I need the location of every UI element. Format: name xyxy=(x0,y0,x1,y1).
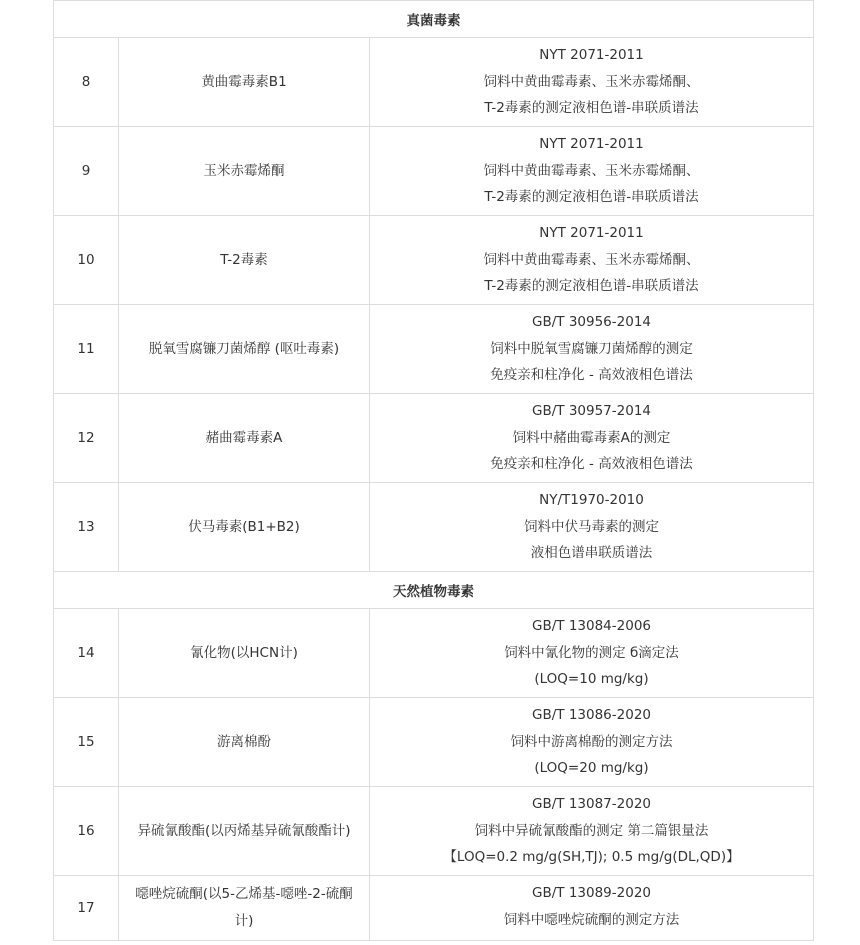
table-row xyxy=(54,127,814,216)
toxin-name: 赭曲霉毒素A xyxy=(119,394,370,483)
standard-title: 饲料中黄曲霉毒素、玉米赤霉烯酮、 xyxy=(483,73,700,90)
test-standard xyxy=(370,305,814,394)
standard-method: 免疫亲和柱净化 - 高效液相色谱法 xyxy=(490,456,693,473)
section-header-mycotoxins xyxy=(54,1,814,38)
standard-method: 免疫亲和柱净化 - 高效液相色谱法 xyxy=(490,367,693,384)
standard-code: GB/T 30957-2014 xyxy=(532,403,651,420)
standard-code: GB/T 13086-2020 xyxy=(532,707,651,724)
toxin-name: 氰化物(以HCN计) xyxy=(119,609,370,698)
test-standard xyxy=(370,698,814,787)
section-title: 天然植物毒素 xyxy=(54,572,814,609)
row-number: 9 xyxy=(54,127,119,216)
standard-title: 饲料中脱氧雪腐镰刀菌烯醇的测定 xyxy=(490,340,693,357)
row-number: 12 xyxy=(54,394,119,483)
row-number: 17 xyxy=(54,876,119,941)
standard-loq: (LOQ=20 mg/kg) xyxy=(534,760,649,777)
row-number: 14 xyxy=(54,609,119,698)
standard-code: GB/T 13087-2020 xyxy=(532,796,651,813)
toxin-name: 黄曲霉毒素B1 xyxy=(119,38,370,127)
test-standard xyxy=(370,876,814,941)
standard-title: 饲料中伏马毒素的测定 xyxy=(524,518,659,535)
test-standard xyxy=(370,127,814,216)
standard-code: GB/T 13084-2006 xyxy=(532,618,651,635)
standard-title: 饲料中黄曲霉毒素、玉米赤霉烯酮、 xyxy=(483,162,700,179)
toxin-name: 伏马毒素(B1+B2) xyxy=(119,483,370,572)
standard-code: NY/T1970-2010 xyxy=(539,492,644,509)
standard-code: NYT 2071-2011 xyxy=(539,225,644,242)
section-title: 真菌毒素 xyxy=(54,1,814,38)
table-row xyxy=(54,876,814,941)
standard-title: 饲料中异硫氰酸酯的测定 第二篇银量法 xyxy=(474,822,709,839)
table-row xyxy=(54,787,814,876)
standard-title: 饲料中黄曲霉毒素、玉米赤霉烯酮、 xyxy=(483,251,700,268)
test-standard xyxy=(370,787,814,876)
standard-title: 饲料中游离棉酚的测定方法 xyxy=(510,733,673,750)
test-standard xyxy=(370,483,814,572)
table-row xyxy=(54,305,814,394)
row-number: 11 xyxy=(54,305,119,394)
standard-code: GB/T 30956-2014 xyxy=(532,314,651,331)
toxin-standards-table xyxy=(53,0,814,941)
row-number: 10 xyxy=(54,216,119,305)
toxin-name: 脱氧雪腐镰刀菌烯醇 (呕吐毒素) xyxy=(119,305,370,394)
row-number: 13 xyxy=(54,483,119,572)
test-standard xyxy=(370,216,814,305)
row-number: 8 xyxy=(54,38,119,127)
table-row xyxy=(54,38,814,127)
toxin-name: 异硫氰酸酯(以丙烯基异硫氰酸酯计) xyxy=(119,787,370,876)
table-row xyxy=(54,216,814,305)
table-row xyxy=(54,609,814,698)
standard-code: GB/T 13089-2020 xyxy=(532,885,651,901)
table-row xyxy=(54,394,814,483)
test-standard xyxy=(370,609,814,698)
standard-title: 饲料中氰化物的测定 б滴定法 xyxy=(504,644,679,661)
standard-title: 饲料中噁唑烷硫酮的测定方法 xyxy=(503,911,680,928)
table-row xyxy=(54,698,814,787)
standard-method: T-2毒素的测定液相色谱-串联质谱法 xyxy=(484,278,699,295)
test-standard xyxy=(370,394,814,483)
standard-loq: (LOQ=10 mg/kg) xyxy=(534,671,649,688)
test-standard xyxy=(370,38,814,127)
standard-title: 饲料中赭曲霉毒素A的测定 xyxy=(512,429,671,446)
toxin-name: T-2毒素 xyxy=(119,216,370,305)
toxin-name: 玉米赤霉烯酮 xyxy=(119,127,370,216)
standard-code: NYT 2071-2011 xyxy=(539,136,644,153)
standard-method: T-2毒素的测定液相色谱-串联质谱法 xyxy=(484,100,699,117)
row-number: 15 xyxy=(54,698,119,787)
standard-method: 液相色谱串联质谱法 xyxy=(530,545,653,562)
standard-loq: 【LOQ=0.2 mg/g(SH,TJ); 0.5 mg/g(DL,QD)】 xyxy=(443,849,740,866)
section-header-plant-toxins xyxy=(54,572,814,609)
row-number: 16 xyxy=(54,787,119,876)
toxin-name: 游离棉酚 xyxy=(119,698,370,787)
standard-code: NYT 2071-2011 xyxy=(539,47,644,64)
table-row xyxy=(54,483,814,572)
toxin-name: 噁唑烷硫酮(以5-乙烯基-噁唑-2-硫酮计) xyxy=(119,876,370,941)
standard-method: T-2毒素的测定液相色谱-串联质谱法 xyxy=(484,189,699,206)
